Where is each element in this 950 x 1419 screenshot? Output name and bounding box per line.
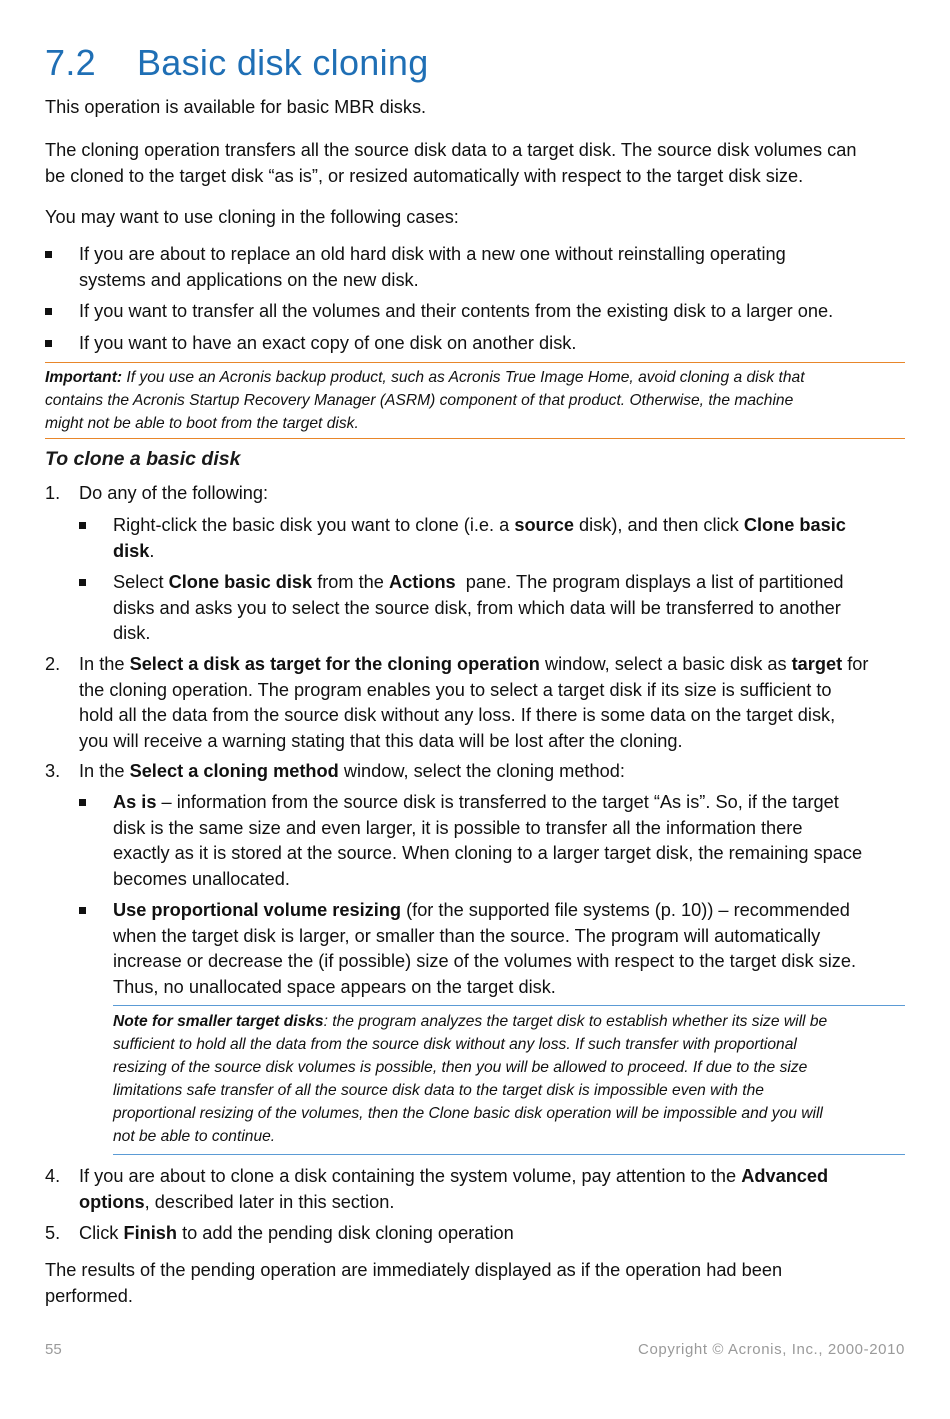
bullet-text-line: Thus, no unallocated space appears on the target disk. [113,976,556,997]
step-number: 5. [45,1223,61,1243]
bullet-text-line: disk. [113,623,151,643]
bullet-text: . [149,540,155,561]
bullet-bold-text: As is [113,792,157,812]
step-number: 2. [45,654,61,674]
important-text-line: might not be able to boot from the target disk. [45,415,359,432]
closing-text-line: The results of the pending operation are immediately displayed as if the operation had been [45,1260,783,1280]
bullet-square-icon [79,799,86,806]
page-number: 55 [45,1341,62,1358]
step-text-line: the cloning operation. The program enables you to select a target disk if its size is sufficient to [79,679,832,700]
section-heading [45,42,429,84]
bullet-text: disk), and then click [573,515,744,535]
step-text-part: , described later in this section. [144,1191,395,1212]
intro-text-line: be cloned to the target disk “as is”, or resized automatically with respect to the target disk size. [45,165,804,186]
bullet-text-line: If you want to have an exact copy of one disk on another disk. [79,333,577,353]
bullet-bold-text: Actions [388,572,456,592]
note-text-line: : the program analyzes the target disk to establish whether its size will be [323,1013,828,1030]
important-label: Important: [45,369,123,386]
step-text-part: for [842,654,869,674]
bullet-text: Select [113,572,169,592]
bullet-square-icon [79,522,86,529]
step-text-part: window, select the cloning method: [338,761,625,781]
step-text [79,759,905,785]
intro-text-line: The cloning operation transfers all the source disk data to a target disk. The source disk volumes can [45,140,857,160]
step-text-line: you will receive a warning stating that this data will be lost after the cloning. [79,730,683,751]
step-text-part: In the [79,761,130,781]
bullet-text-line: increase or decrease the (if possible) size of the volumes with respect to the target disk size. [113,951,857,971]
section-number: 7.2 [45,42,96,83]
step-text-part: to add the pending disk cloning operation [177,1223,514,1243]
bullet-bold-text: Use proportional volume resizing [113,900,402,920]
note-label: Note for smaller target disks [113,1013,324,1030]
step-3-bullet-as-is [113,790,905,892]
bullet-text-line: becomes unallocated. [113,868,290,889]
bullet-bold-text: Clone basic [743,515,846,535]
bullet-text-line: If you are about to replace an old hard disk with a new one without reinstalling operating [79,244,786,264]
important-text-line: If you use an Acronis backup product, such as Acronis True Image Home, avoid cloning a disk that [122,369,805,386]
bullet-bold-text: Clone basic disk [168,572,313,592]
step-text-part: If you are about to clone a disk containing the system volume, pay attention to the [79,1166,742,1186]
step-bold-text: options [79,1191,145,1212]
bullet-square-icon [45,308,52,315]
bullet-text-line: disks and asks you to select the source disk, from which data will be transferred to another [113,597,841,618]
intro-paragraph-1 [45,95,426,121]
step-3-bullet-proportional [113,898,905,1000]
bullet-text: pane. The program displays a list of partitioned [455,572,844,592]
closing-text-line: performed. [45,1285,133,1306]
important-text-line: contains the Acronis Startup Recovery Manager (ASRM) component of that product. Otherwise, the machine [45,392,794,409]
bullet-text: (for the supported file systems (p. 10)) – recommended [401,900,850,920]
bullet-text: from the [312,572,389,592]
step-1-bullet-1 [113,513,905,564]
note-text-line: proportional resizing of the volumes, then the Clone basic disk operation will be impossible and you will [113,1105,823,1122]
bullet-text: – information from the source disk is transferred to the target “As is”. So, if the target [156,792,839,812]
step-text-part: window, select a basic disk as [539,654,792,674]
step-text-part: Click [79,1223,124,1243]
bullet-text-line: systems and applications on the new disk. [79,269,419,290]
section-title: Basic disk cloning [137,42,429,83]
copyright-notice: Copyright © Acronis, Inc., 2000-2010 [638,1341,905,1358]
note-text-line: limitations safe transfer of all the source disk data to the target disk is impossible even with the [113,1082,764,1099]
step-bold-text: Select a disk as target for the cloning operation [129,654,540,674]
note-text-line: not be able to continue. [113,1128,276,1145]
note-text-line: sufficient to hold all the data from the source disk without any loss. If such transfer with proportional [113,1036,797,1053]
bullet-bold-text: disk [113,540,150,561]
step-bold-text: Select a cloning method [129,761,339,781]
intro-paragraph-2 [45,138,856,189]
step-text: Do any of the following: [79,483,269,503]
intro-text: This operation is available for basic MBR disks. [45,97,427,117]
note-callout [113,1005,905,1155]
note-text-line: resizing of the source disk volumes is possible, then you will be allowed to proceed. If due to the size [113,1059,808,1076]
bullet-bold-text: source [514,515,574,535]
bullet-square-icon [79,579,86,586]
step-text [79,1164,905,1215]
bullet-square-icon [45,251,52,258]
step-text [79,1221,905,1247]
bullet-text-line: disk is the same size and even larger, it is possible to transfer all the information there [113,817,803,838]
bullet-square-icon [45,340,52,347]
bullet-text-line: when the target disk is larger, or smaller than the source. The program will automatically [113,925,821,946]
procedure-title: To clone a basic disk [45,448,241,470]
bullet-text-line: exactly as it is stored at the source. When cloning to a larger target disk, the remaining space [113,843,863,863]
intro-paragraph-3 [45,205,459,231]
case-bullet-2 [79,299,905,325]
intro-text: You may want to use cloning in the following cases: [45,207,459,227]
important-callout [45,362,905,439]
bullet-text-line: If you want to transfer all the volumes and their contents from the existing disk to a larger one. [79,301,834,321]
step-number: 3. [45,761,61,781]
step-bold-text: Finish [123,1223,178,1243]
step-bold-text: target [791,654,843,674]
step-number: 4. [45,1166,61,1186]
step-bold-text: Advanced [741,1166,829,1186]
bullet-text: Right-click the basic disk you want to clone (i.e. a [113,515,515,535]
step-1-bullet-2 [113,570,905,647]
case-bullet-3 [79,331,905,357]
step-text-part: In the [79,654,130,674]
closing-paragraph [45,1258,905,1309]
bullet-square-icon [79,907,86,914]
step-number: 1. [45,483,61,503]
case-bullet-1 [79,242,905,293]
step-text-line: hold all the data from the source disk without any loss. If there is some data on the target disk, [79,705,836,725]
step-text [79,652,905,754]
